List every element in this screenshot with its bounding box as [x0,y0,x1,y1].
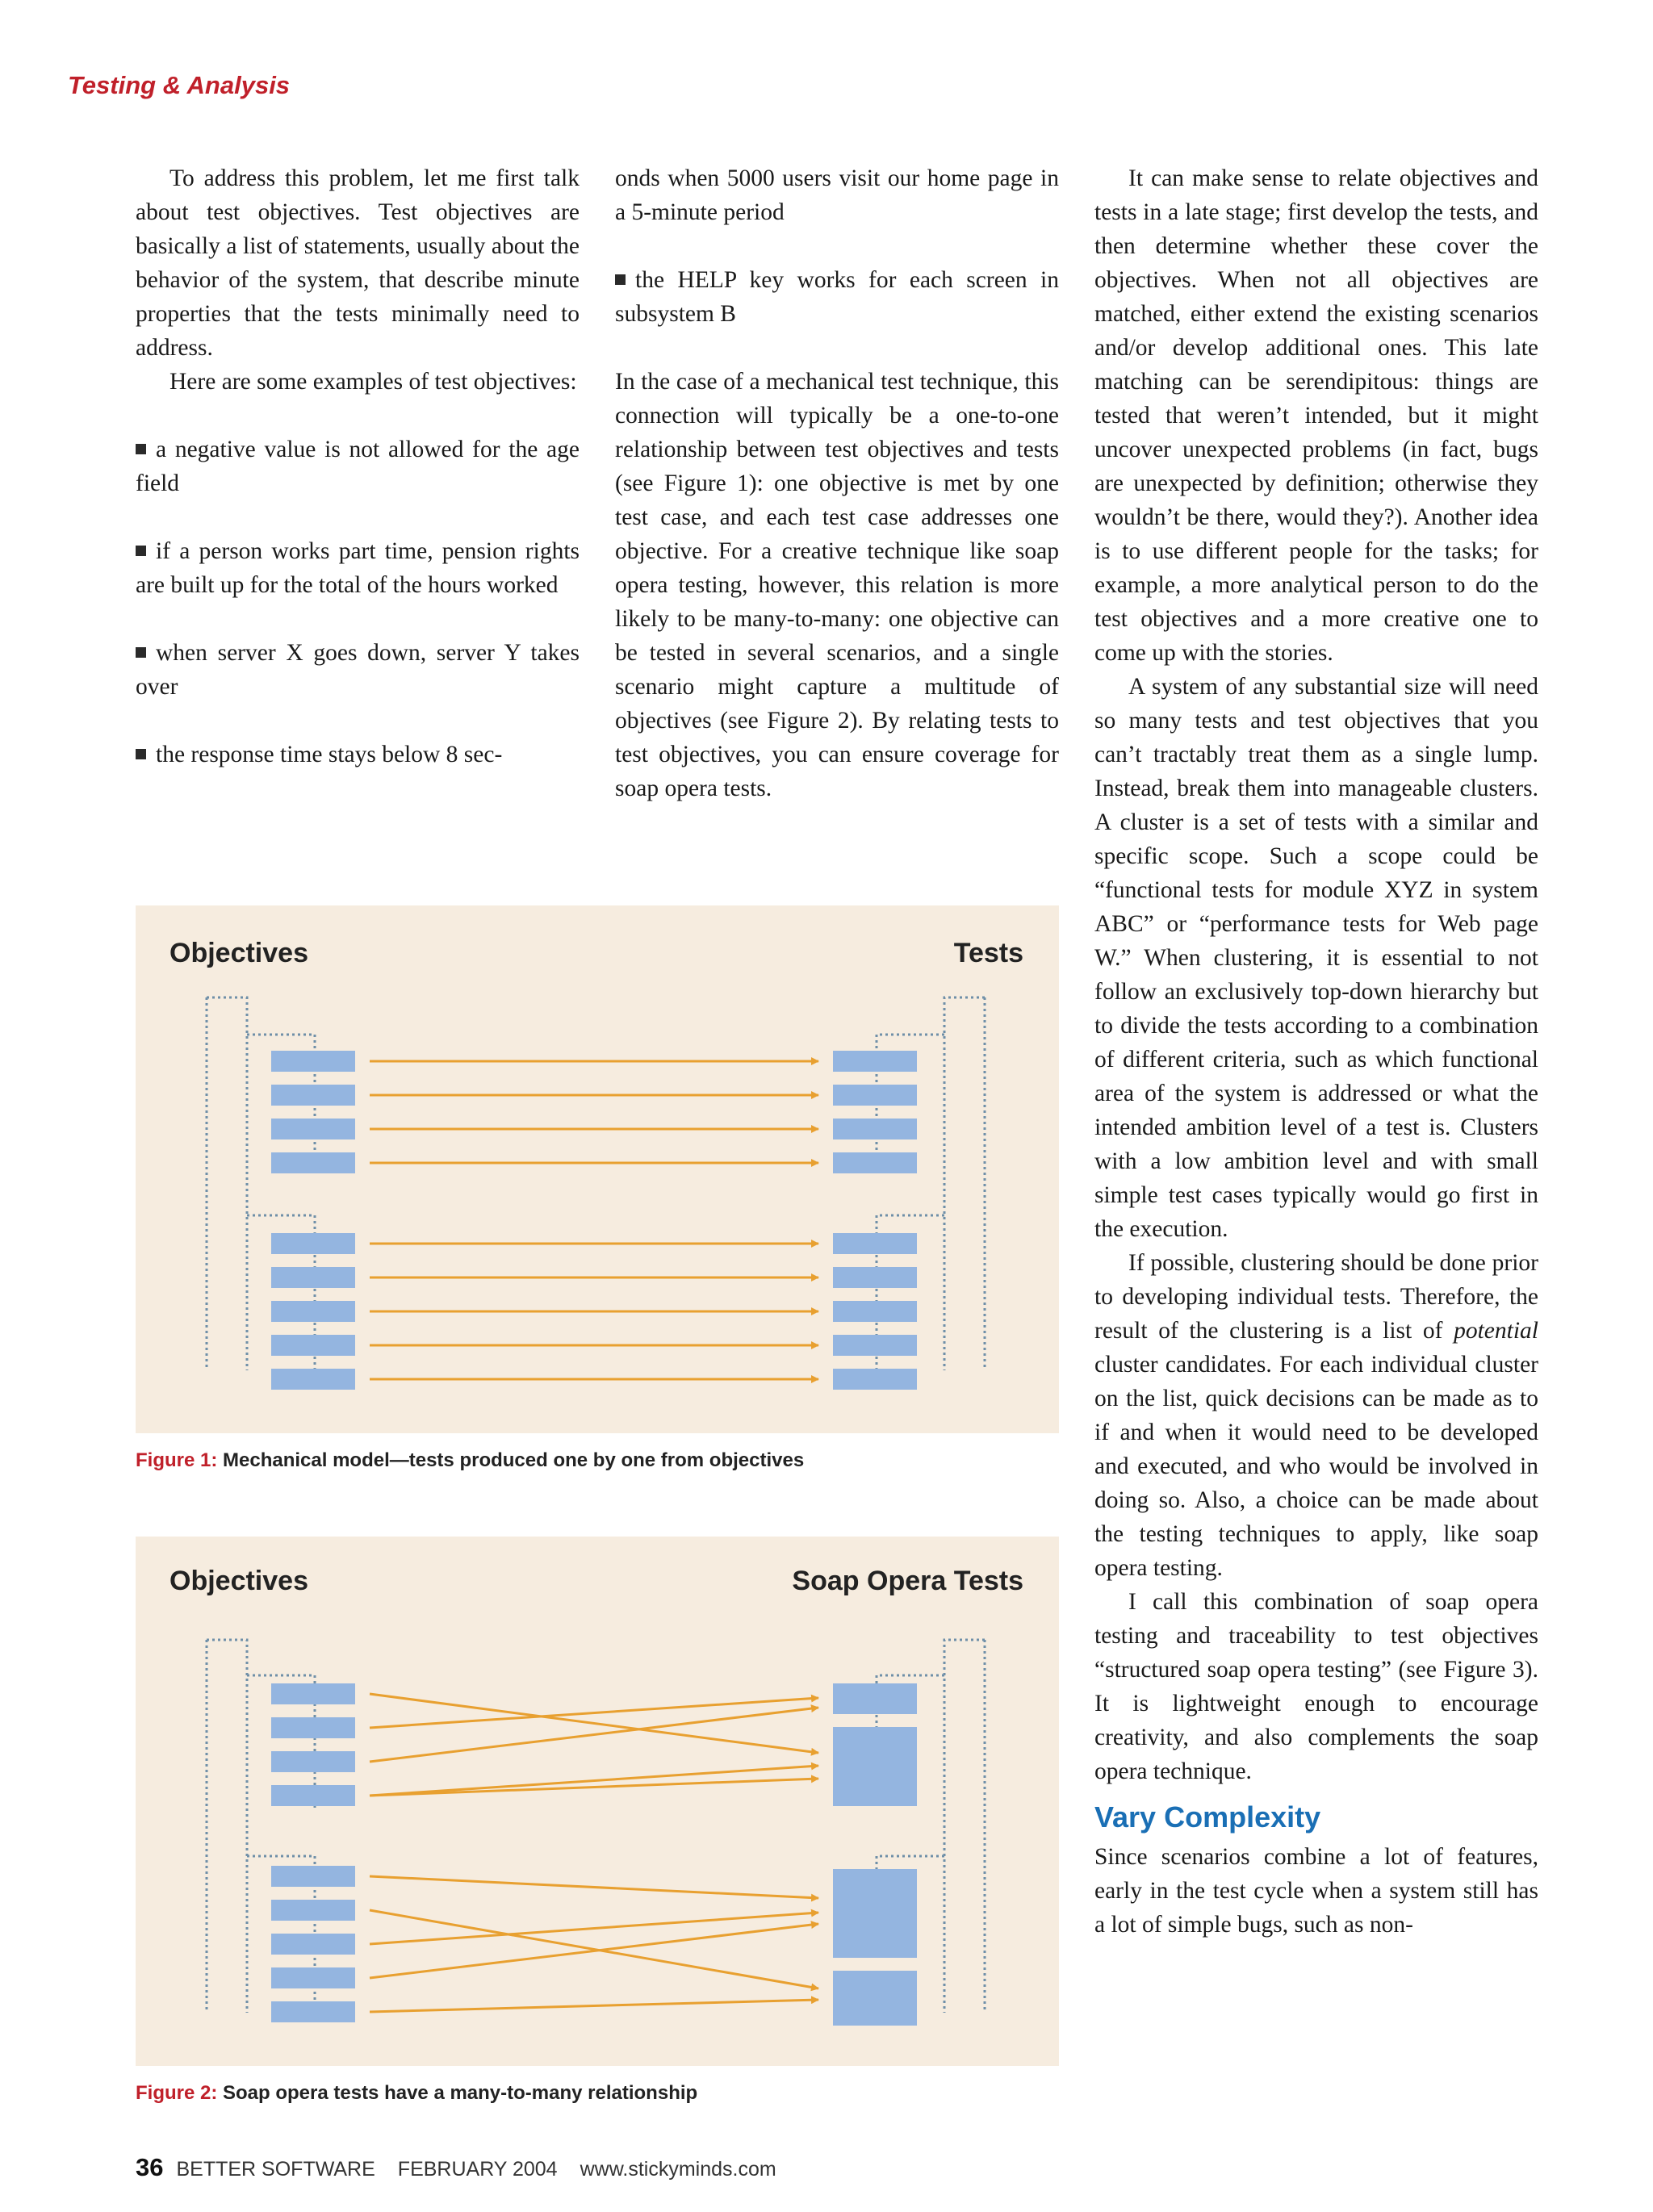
page-footer [136,2153,799,2182]
bullet-item: the HELP key works for each screen in subsystem B [615,263,1059,331]
issue-date: FEBRUARY 2004 [397,2158,558,2181]
figure-title-right: Tests [953,938,1023,968]
section-header: Testing & Analysis [68,71,291,99]
website-url: www.stickyminds.com [580,2158,776,2181]
paragraph: onds when 5000 users visit our home page in a 5-minute period [615,165,1059,225]
figure-2-caption: Figure 2: Soap opera tests have a many-to-many relationship [136,2082,698,2104]
paragraph: I call this combination of soap opera testing and traceability to test objectives “structured soap opera testing” (see Figure 3). It is lightweight enough to encourage creativity, and also complements the soap opera technique. [1094,1589,1538,1784]
paragraph: Since scenarios combine a lot of features, early in the test cycle when a system still has a lot of simple bugs, such as non- [1094,1844,1538,1938]
figure-2-diagram [136,1537,1059,2066]
bullet-item: a negative value is not allowed for the age field [136,433,580,500]
test-boxes [833,1051,917,1390]
paragraph: It can make sense to relate objectives and tests in a late stage; first develop the tests, and then determine whether these cover the objectives. When not all objectives are matched, either extend the existing scenarios and/or develop additional ones. This late matching can be serendipitous: things are tested that weren’t intended, but it might uncover unexpected problems (in fact, bugs are unexpected by definition; otherwise they wouldn’t be there, would they?). Another idea is to use different people for the tasks; for example, a more analytical person to do the test objectives and a more creative one to come up with the stories. [1094,165,1538,666]
emphasis: potential [1454,1318,1538,1344]
figure-title-left: Objectives [169,938,308,968]
paragraph: If possible, clustering should be done prior to developing individual tests. Therefore, the result of the clustering is a list of potential cluster candidates. For each individual cluster on the list, quick decisions can be made as to if and when it would need to be developed and executed, and who would be involved in doing so. Also, a choice can be made about the testing techniques to apply, like soap opera testing. [1094,1250,1538,1581]
column-2 [615,161,1059,805]
soap-opera-test-boxes [833,1683,917,2026]
magazine-name: BETTER SOFTWARE [176,2158,375,2181]
bullet-item: the response time stays below 8 sec- [136,738,580,771]
paragraph: To address this problem, let me first talk about test objectives. Test objectives are basically a list of statements, usually about the behavior of the system, that describe minute properties that the tests minimally need to address. [136,165,580,361]
figure-title-right: Soap Opera Tests [792,1566,1023,1596]
figure-1-caption: Figure 1: Mechanical model—tests produced one by one from objectives [136,1449,805,1471]
figure-1-diagram [136,905,1059,1433]
column-3 [1094,161,1538,1942]
objective-boxes [271,1683,355,2022]
figure-2 [136,1537,1059,2066]
bullet-item: if a person works part time, pension rights are built up for the total of the hours worked [136,534,580,602]
many-to-many-arrows [370,1694,818,2012]
subheading: Vary Complexity [1094,1800,1321,1834]
bullet-item: when server X goes down, server Y takes over [136,636,580,704]
objective-boxes [271,1051,355,1390]
paragraph: In the case of a mechanical test technique, this connection will typically be a one-to-one relationship between test objectives and tests (see Figure 1): one objective is met by one test case, and each test case addresses one objective. For a creative technique like soap opera testing, however, this relation is more likely to be many-to-many: one objective can be tested in several scenarios, and a single scenario might capture a multitude of objectives (see Figure 2). By relating tests to test objectives, you can ensure coverage for soap opera tests. [615,369,1059,801]
page-number: 36 [136,2153,164,2181]
figure-title-left: Objectives [169,1566,308,1596]
paragraph: A system of any substantial size will need so many tests and test objectives that you can’t tractably treat them as a single lump. Instead, break them into manageable clusters. A cluster is a set of tests with a similar and specific scope. Such a scope could be “functional tests for module XYZ in system ABC” or “performance tests for Web page W.” When clustering, it is essential to not follow an exclusively top-down hierarchy but to divide the tests according to a combination of different criteria, such as which functional area of the system is addressed or what the intended ambition level of a test is. Clusters with a low ambition level and with small simple test cases typically would go first in the execution. [1094,674,1538,1242]
paragraph: Here are some examples of test objectives: [169,369,577,395]
figure-1 [136,905,1059,1433]
one-to-one-arrows [370,1061,818,1379]
column-1 [136,161,580,771]
